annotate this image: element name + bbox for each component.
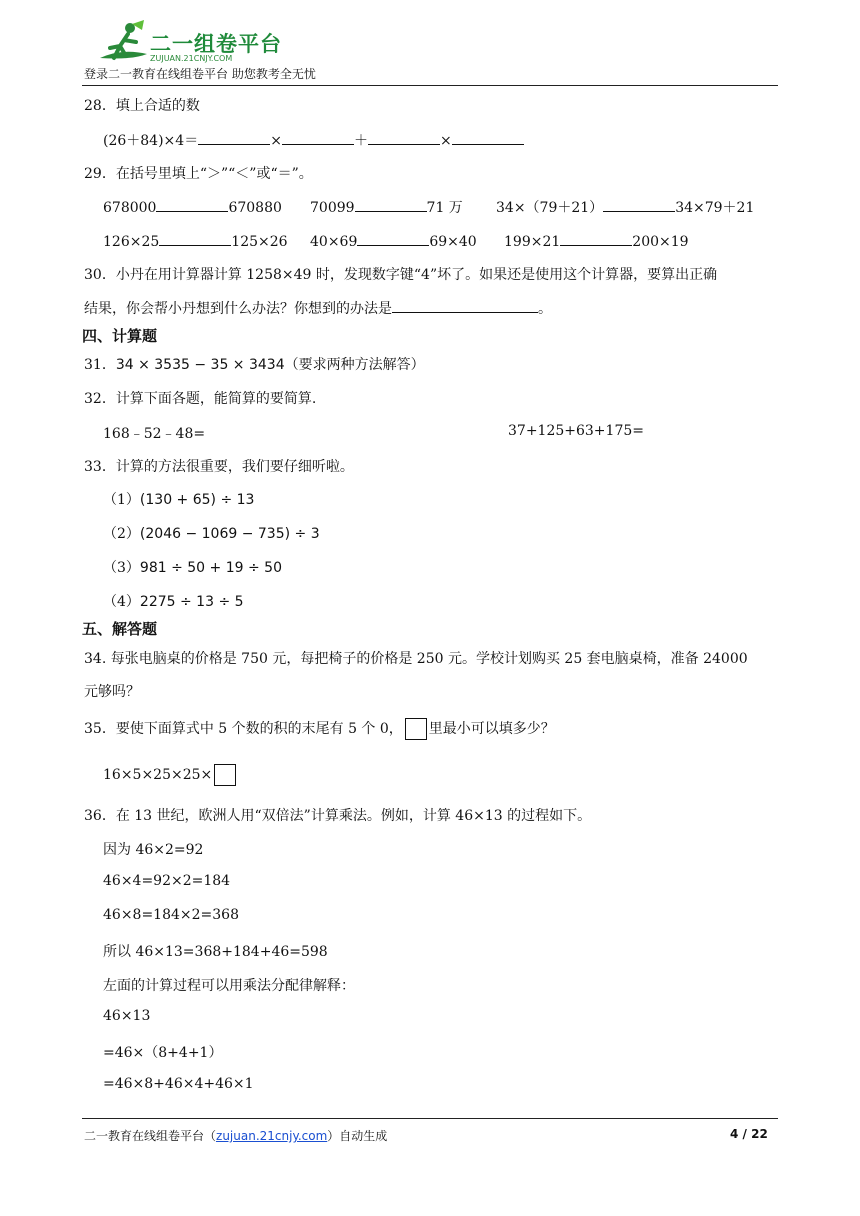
answer-blank[interactable]	[357, 231, 429, 246]
q28-title: 28．填上合适的数	[84, 98, 200, 114]
times-sign: ×	[439, 133, 452, 149]
q33-title: 33．计算的方法很重要，我们要仔细听啦。	[84, 459, 354, 475]
q29-item: 199×21 200×19	[504, 231, 689, 250]
q33-item: （1）(130 + 65) ÷ 13	[103, 492, 255, 508]
q29-item: 34×（79＋21） 34×79＋21	[496, 197, 754, 217]
q32-expr-a: 168﹣52﹣48=	[103, 426, 206, 442]
section-heading-4: 四、计算题	[82, 327, 158, 345]
q35-expr: 16×5×25×25×	[103, 764, 238, 786]
q31: 31．34 × 3535 − 35 × 3434（要求两种方法解答）	[84, 357, 425, 373]
q28-expr: (26＋84)×4＝	[103, 133, 199, 149]
q36-line: 所以 46×13=368+184+46=598	[103, 944, 328, 960]
q31-math: 34 × 3535 − 35 × 3434	[115, 357, 285, 373]
header-tagline: 登录二一教育在线组卷平台 助您教考全无忧	[84, 67, 316, 81]
q28-expression	[103, 130, 524, 150]
q36-line: 46×4=92×2=184	[103, 873, 231, 889]
q29-item: 40×69 69×40	[310, 231, 477, 250]
q34-line1: 34. 每张电脑桌的价格是 750 元，每把椅子的价格是 250 元。学校计划购买 25 套电脑桌椅，准备 24000	[84, 651, 748, 667]
page-number: 4 / 22	[730, 1127, 768, 1141]
section-heading-5: 五、解答题	[82, 620, 158, 638]
q29-item: 126×25 125×26	[103, 231, 288, 250]
answer-box[interactable]	[405, 718, 427, 740]
answer-box[interactable]	[214, 764, 236, 786]
footer-source: 二一教育在线组卷平台（zujuan.21cnjy.com）自动生成	[84, 1129, 388, 1143]
q32-title: 32．计算下面各题，能简算的要简算.	[84, 391, 317, 407]
answer-blank[interactable]	[452, 130, 524, 145]
answer-blank[interactable]	[198, 130, 270, 145]
q36-line: =46×8+46×4+46×1	[103, 1076, 254, 1092]
q33-item: （3）981 ÷ 50 + 19 ÷ 50	[103, 560, 282, 576]
answer-blank[interactable]	[355, 197, 427, 212]
q32-expr-b: 37+125+63+175=	[508, 423, 644, 439]
answer-blank[interactable]	[392, 298, 538, 313]
q36-line: =46×（8+4+1）	[103, 1045, 223, 1061]
plus-sign: ＋	[353, 133, 368, 149]
footer-link[interactable]: zujuan.21cnjy.com	[216, 1129, 328, 1143]
q30-line2: 结果，你会帮小丹想到什么办法？你想到的办法是 。	[84, 298, 552, 318]
q33-item: （2）(2046 − 1069 − 735) ÷ 3	[103, 526, 320, 542]
q36-line: 46×13	[103, 1008, 151, 1024]
q35-line1: 35．要使下面算式中 5 个数的积的末尾有 5 个 0， 里最小可以填多少？	[84, 718, 555, 740]
logo-subtext: ZUJUAN.21CNJY.COM	[150, 54, 233, 63]
answer-blank[interactable]	[156, 197, 228, 212]
q36-line: 46×8=184×2=368	[103, 907, 239, 923]
logo-text: 二一组卷平台	[150, 32, 282, 56]
header-divider	[82, 85, 778, 86]
q36-line: 因为 46×2=92	[103, 842, 204, 858]
q36-title: 36．在 13 世纪，欧洲人用“双倍法”计算乘法。例如，计算 46×13 的过程如下。	[84, 808, 592, 824]
answer-blank[interactable]	[603, 197, 675, 212]
answer-blank[interactable]	[159, 231, 231, 246]
q29-title: 29．在括号里填上“＞”“＜”或“＝”。	[84, 166, 313, 182]
answer-blank[interactable]	[560, 231, 632, 246]
q29-item: 678000 670880	[103, 197, 282, 216]
q34-line2: 元够吗？	[84, 684, 140, 700]
q30-line1: 30．小丹在用计算器计算 1258×49 时，发现数字键“4”坏了。如果还是使用这个计算器，要算出正确	[84, 267, 718, 283]
footer-divider	[82, 1118, 778, 1119]
times-sign: ×	[270, 133, 282, 149]
q33-item: （4）2275 ÷ 13 ÷ 5	[103, 594, 244, 610]
answer-blank[interactable]	[282, 130, 354, 145]
answer-blank[interactable]	[368, 130, 440, 145]
q29-item: 70099 71 万	[310, 197, 463, 217]
q36-line: 左面的计算过程可以用乘法分配律解释：	[103, 978, 355, 994]
